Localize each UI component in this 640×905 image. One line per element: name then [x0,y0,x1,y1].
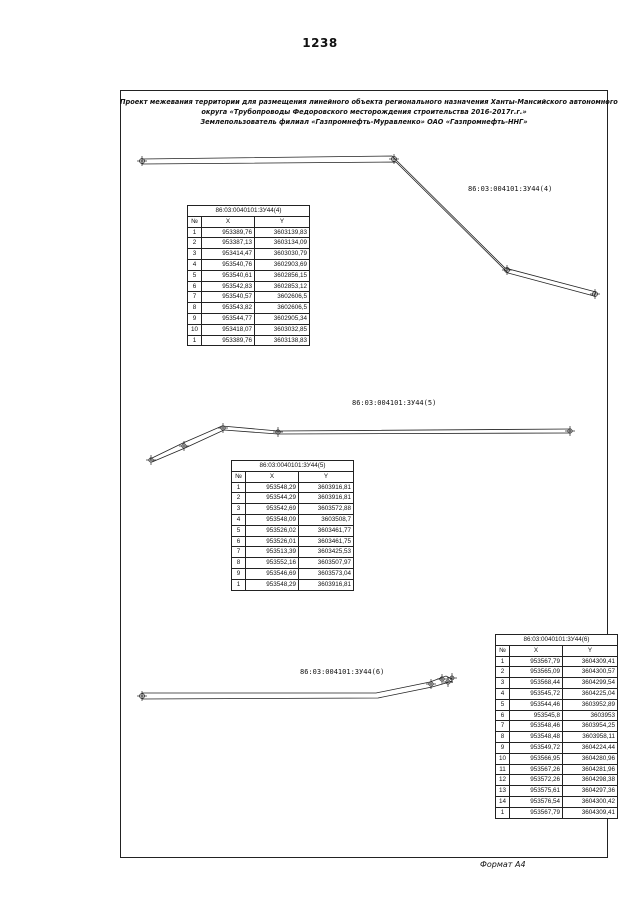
table-row [188,270,310,281]
column-header: Y [299,471,354,482]
table-row [188,281,310,292]
table-row [188,335,310,346]
plot-4-label: 86:03:004101:3У44(4) [468,185,553,193]
table-cell: 953387,13 [202,238,255,249]
table-cell: 7 [232,547,246,558]
table-cell: 953526,01 [246,536,299,547]
table-cell: 953540,61 [202,270,255,281]
table-row [188,227,310,238]
table-row [232,514,354,525]
page-number: 1238 [302,36,338,50]
plot-6-label: 86:03:004101:3У44(6) [300,668,385,676]
table-cell: 953567,79 [510,656,563,667]
table-cell: 953418,07 [202,324,255,335]
table-cell: 953540,76 [202,259,255,270]
column-header: Y [563,645,618,656]
table-cell: 1 [188,227,202,238]
table-cell: 2 [188,238,202,249]
table-cell: 953548,48 [510,732,563,743]
plot-5-label: 86:03:004101:3У44(5) [352,399,437,407]
table-row [188,292,310,303]
table-cell: 3603958,11 [563,732,618,743]
table-cell: 953548,09 [246,514,299,525]
table-cell: 3602905,34 [255,313,310,324]
table-row [188,259,310,270]
table-cell: 3603425,53 [299,547,354,558]
table-cell: 953567,26 [510,764,563,775]
table-cell: 1 [496,656,510,667]
column-header: Y [255,216,310,227]
table-cell: 3604297,36 [563,786,618,797]
table-cell: 12 [496,775,510,786]
table-row [496,721,618,732]
table-row [232,558,354,569]
table-cell: 5 [188,270,202,281]
table-cell: 953544,46 [510,699,563,710]
table-cell: 953546,69 [246,568,299,579]
table-cell: 4 [232,514,246,525]
table-cell: 3 [496,678,510,689]
table-cell: 3603507,97 [299,558,354,569]
header-line-2: округа «Трубопроводы Федоровского месторождения строительства 2016-2017г.г.» [201,108,527,116]
table-cell: 953567,79 [510,807,563,818]
table-cell: 3603508,7 [299,514,354,525]
table-row [496,786,618,797]
table-cell: 3603573,04 [299,568,354,579]
table-row [188,249,310,260]
table-cell: 3602606,5 [255,303,310,314]
table-cell: 3604298,38 [563,775,618,786]
table-cell: 3 [232,504,246,515]
table-row [232,568,354,579]
table-row [496,753,618,764]
table-row [232,493,354,504]
table-caption: 86:03:0040101:3У44(4) [188,206,310,217]
table-cell: 9 [496,742,510,753]
table-cell: 13 [496,786,510,797]
table-cell: 3603030,79 [255,249,310,260]
table-cell: 2 [232,493,246,504]
table-cell: 10 [496,753,510,764]
table-cell: 3603572,88 [299,504,354,515]
plot-6-points [137,673,457,701]
table-cell: 953552,16 [246,558,299,569]
table-row [496,710,618,721]
table-cell: 3604309,41 [563,656,618,667]
table-cell: 3603916,81 [299,579,354,590]
table-cell: 8 [232,558,246,569]
table-cell: 953548,29 [246,482,299,493]
table-cell: 3604225,04 [563,688,618,699]
table-cell: 953545,8 [510,710,563,721]
table-cell: 3 [188,249,202,260]
table-cell: 953513,39 [246,547,299,558]
table-row [232,579,354,590]
plot-5-outline [150,426,570,462]
table-cell: 3603032,85 [255,324,310,335]
table-row [188,324,310,335]
table-cell: 953544,29 [246,493,299,504]
table-cell: 4 [188,259,202,270]
table-cell: 9 [232,568,246,579]
table-cell: 4 [496,688,510,699]
table-cell: 3603139,83 [255,227,310,238]
table-cell: 953572,26 [510,775,563,786]
table-row [496,688,618,699]
plot-6-outline [142,676,452,699]
table-cell: 3602856,15 [255,270,310,281]
table-cell: 14 [496,796,510,807]
table-cell: 3604280,96 [563,753,618,764]
table-row [496,678,618,689]
table-cell: 6 [188,281,202,292]
table-cell: 953526,02 [246,525,299,536]
table-row [496,807,618,818]
header-line-3: Землепользователь филиал «Газпромнефть-Муравленко» ОАО «Газпромнефть-ННГ» [200,118,528,126]
coords-table-plot-6 [495,634,618,819]
column-header: X [246,471,299,482]
table-cell: 3603952,89 [563,699,618,710]
table-cell: 3604309,41 [563,807,618,818]
table-cell: 3603916,81 [299,482,354,493]
table-cell: 953549,72 [510,742,563,753]
table-cell: 6 [496,710,510,721]
table-cell: 3603953 [563,710,618,721]
table-cell: 3604281,96 [563,764,618,775]
header-line-1: Проект межевания территории для размещения линейного объекта регионального назначения Ханты-Мансийского автономного [120,98,618,106]
table-row [496,764,618,775]
table-cell: 953575,61 [510,786,563,797]
table-cell: 3602903,69 [255,259,310,270]
table-row [496,732,618,743]
coords-table-plot-4 [187,205,310,346]
table-cell: 953548,29 [246,579,299,590]
table-cell: 8 [188,303,202,314]
table-cell: 3603138,83 [255,335,310,346]
table-row [188,313,310,324]
table-row [232,482,354,493]
table-caption: 86:03:0040101:3У44(5) [232,461,354,472]
column-header: X [202,216,255,227]
table-cell: 1 [232,482,246,493]
table-cell: 953566,95 [510,753,563,764]
table-row [232,504,354,515]
column-header: № [188,216,202,227]
table-cell: 953542,69 [246,504,299,515]
table-cell: 953545,72 [510,688,563,699]
table-cell: 953540,57 [202,292,255,303]
table-row [496,667,618,678]
table-cell: 3604300,57 [563,667,618,678]
table-cell: 3602606,5 [255,292,310,303]
table-cell: 9 [188,313,202,324]
table-cell: 3604299,54 [563,678,618,689]
table-cell: 953544,77 [202,313,255,324]
table-cell: 953542,83 [202,281,255,292]
table-row [232,525,354,536]
table-cell: 3603916,81 [299,493,354,504]
table-row [496,656,618,667]
table-cell: 1 [188,335,202,346]
table-row [188,303,310,314]
table-cell: 5 [496,699,510,710]
table-cell: 953565,09 [510,667,563,678]
table-cell: 11 [496,764,510,775]
table-cell: 1 [496,807,510,818]
table-cell: 5 [232,525,246,536]
table-row [188,238,310,249]
table-row [232,536,354,547]
table-cell: 3604224,44 [563,742,618,753]
table-cell: 953389,76 [202,335,255,346]
column-header: № [496,645,510,656]
table-cell: 3603134,09 [255,238,310,249]
table-cell: 7 [496,721,510,732]
table-cell: 953568,44 [510,678,563,689]
table-cell: 2 [496,667,510,678]
coords-table-plot-5 [231,460,354,591]
table-cell: 7 [188,292,202,303]
column-header: № [232,471,246,482]
table-row [496,796,618,807]
table-cell: 953414,47 [202,249,255,260]
table-cell: 953548,46 [510,721,563,732]
table-cell: 3604300,42 [563,796,618,807]
table-cell: 953389,76 [202,227,255,238]
table-cell: 3603954,25 [563,721,618,732]
table-row [496,699,618,710]
table-row [496,775,618,786]
table-row [232,547,354,558]
table-cell: 953543,82 [202,303,255,314]
table-cell: 3603461,75 [299,536,354,547]
format-label: Формат А4 [480,860,526,869]
column-header: X [510,645,563,656]
table-cell: 953576,54 [510,796,563,807]
table-cell: 6 [232,536,246,547]
table-cell: 3602853,12 [255,281,310,292]
table-cell: 8 [496,732,510,743]
table-cell: 3603461,77 [299,525,354,536]
table-row [496,742,618,753]
table-caption: 86:03:0040101:3У44(6) [496,635,618,646]
table-cell: 1 [232,579,246,590]
table-cell: 10 [188,324,202,335]
